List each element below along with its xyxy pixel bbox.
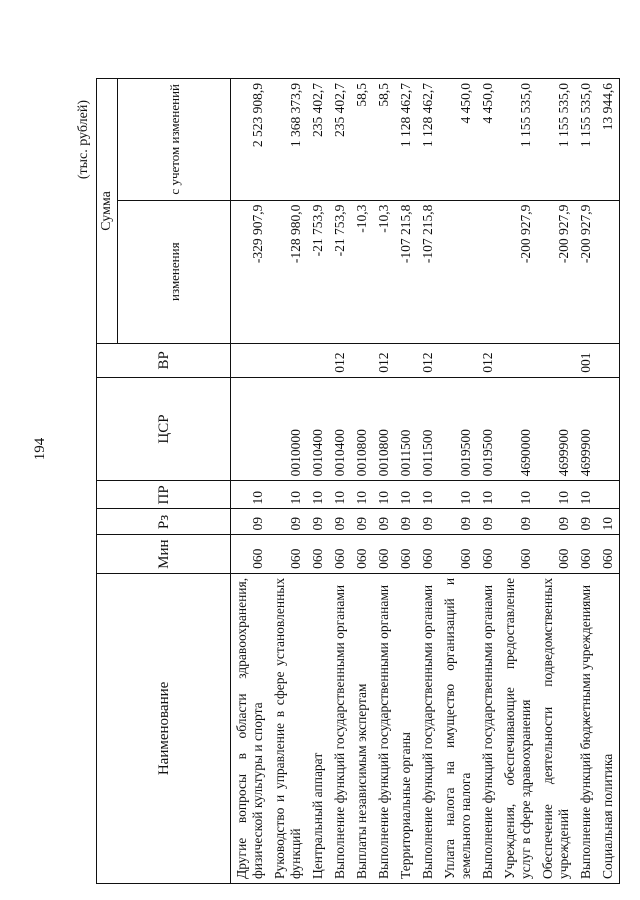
row-total: 2 523 908,9 [231, 79, 270, 201]
row-rz: 09 [439, 509, 477, 535]
row-min: 060 [537, 535, 575, 573]
row-csr: 0019500 [477, 377, 499, 481]
row-rz: 09 [269, 509, 307, 535]
row-pr: 10 [373, 481, 395, 509]
row-change: -329 907,9 [231, 200, 270, 343]
row-rz: 09 [499, 509, 537, 535]
row-min: 060 [395, 535, 417, 573]
table-row [477, 79, 499, 884]
row-min: 060 [269, 535, 307, 573]
row-change: -10,3 [373, 200, 395, 343]
row-change: -200 927,9 [537, 200, 575, 343]
table-row [395, 79, 417, 884]
row-rz: 09 [477, 509, 499, 535]
row-vr [597, 343, 620, 377]
row-total: 1 128 462,7 [395, 79, 417, 201]
row-rz: 09 [373, 509, 395, 535]
row-change: -21 753,9 [329, 200, 351, 343]
row-min: 060 [597, 535, 620, 573]
row-csr: 4690000 [499, 377, 537, 481]
header-sum: Сумма [97, 79, 118, 344]
row-total: 1 155 535,0 [499, 79, 537, 201]
row-pr: 10 [417, 481, 439, 509]
row-rz: 09 [329, 509, 351, 535]
row-min: 060 [417, 535, 439, 573]
row-pr: 10 [329, 481, 351, 509]
row-min: 060 [351, 535, 373, 573]
row-total: 4 450,0 [477, 79, 499, 201]
row-pr: 10 [231, 481, 270, 509]
row-min: 060 [499, 535, 537, 573]
row-rz: 09 [351, 509, 373, 535]
row-total: 235 402,7 [329, 79, 351, 201]
row-change [477, 200, 499, 343]
row-change: -200 927,9 [499, 200, 537, 343]
row-pr: 10 [575, 481, 597, 509]
row-csr: 0010800 [351, 377, 373, 481]
row-name: Руководство и управление в сфере установленных функций [269, 573, 307, 883]
table-row [417, 79, 439, 884]
row-change: -21 753,9 [307, 200, 329, 343]
row-rz: 09 [231, 509, 270, 535]
row-min: 060 [439, 535, 477, 573]
row-min: 060 [477, 535, 499, 573]
row-change [597, 200, 620, 343]
table-row [231, 79, 270, 884]
row-rz: 09 [537, 509, 575, 535]
budget-table [96, 78, 620, 884]
row-csr: 0010400 [329, 377, 351, 481]
row-vr [269, 343, 307, 377]
row-name: Обеспечение деятельности подведомственных учреждений [537, 573, 575, 883]
header-csr: ЦСР [97, 377, 231, 481]
row-rz: 09 [395, 509, 417, 535]
table-row [597, 79, 620, 884]
row-name: Учреждения, обеспечивающие предоставление услуг в сфере здравоохранения [499, 573, 537, 883]
row-rz: 10 [597, 509, 620, 535]
row-total: 1 128 462,7 [417, 79, 439, 201]
header-min: Мин [97, 535, 231, 573]
table-row [439, 79, 477, 884]
row-change: -10,3 [351, 200, 373, 343]
row-vr [439, 343, 477, 377]
row-csr: 0010400 [307, 377, 329, 481]
table-row [269, 79, 307, 884]
row-total: 1 155 535,0 [537, 79, 575, 201]
row-min: 060 [373, 535, 395, 573]
row-rz: 09 [575, 509, 597, 535]
row-pr: 10 [395, 481, 417, 509]
table-row [329, 79, 351, 884]
row-name: Выплаты независимым экспертам [351, 573, 373, 883]
row-csr: 0011500 [395, 377, 417, 481]
row-change: -107 215,8 [417, 200, 439, 343]
row-pr: 10 [499, 481, 537, 509]
row-name: Социальная политика [597, 573, 620, 883]
table-row [351, 79, 373, 884]
row-total: 13 944,6 [597, 79, 620, 201]
page-number: 194 [32, 437, 48, 461]
row-csr: 0010000 [269, 377, 307, 481]
table-row [499, 79, 537, 884]
row-csr: 0011500 [417, 377, 439, 481]
row-vr: 001 [575, 343, 597, 377]
row-total: 235 402,7 [307, 79, 329, 201]
row-pr: 10 [439, 481, 477, 509]
row-pr: 10 [537, 481, 575, 509]
row-total: 4 450,0 [439, 79, 477, 201]
row-change: -200 927,9 [575, 200, 597, 343]
row-name: Территориальные органы [395, 573, 417, 883]
row-rz: 09 [307, 509, 329, 535]
row-total: 1 368 373,9 [269, 79, 307, 201]
row-total: 58,5 [373, 79, 395, 201]
row-name: Уплата налога на имущество организаций и земельного налога [439, 573, 477, 883]
row-csr [597, 377, 620, 481]
row-name: Другие вопросы в области здравоохранения, физической культуры и спорта [231, 573, 270, 883]
header-pr: ПР [97, 481, 231, 509]
header-name: Наименование [97, 573, 231, 883]
header-changes: изменения [118, 200, 231, 343]
row-min: 060 [575, 535, 597, 573]
table-row [537, 79, 575, 884]
row-vr [537, 343, 575, 377]
table-row [575, 79, 597, 884]
row-csr [231, 377, 270, 481]
row-csr: 4699900 [575, 377, 597, 481]
row-min: 060 [231, 535, 270, 573]
row-name: Выполнение функций государственными органами [329, 573, 351, 883]
row-csr: 0019500 [439, 377, 477, 481]
row-min: 060 [307, 535, 329, 573]
row-vr: 012 [329, 343, 351, 377]
row-name: Выполнение функций государственными органами [417, 573, 439, 883]
row-csr: 0010800 [373, 377, 395, 481]
row-vr: 012 [477, 343, 499, 377]
row-vr: 012 [373, 343, 395, 377]
header-rz: Рз [97, 509, 231, 535]
row-vr [351, 343, 373, 377]
row-name: Центральный аппарат [307, 573, 329, 883]
table-row [307, 79, 329, 884]
row-rz: 09 [417, 509, 439, 535]
units-label: (тыс. рублей) [76, 100, 91, 180]
row-pr: 10 [351, 481, 373, 509]
row-name: Выполнение функций государственными органами [373, 573, 395, 883]
row-pr: 10 [269, 481, 307, 509]
row-total: 58,5 [351, 79, 373, 201]
row-pr [597, 481, 620, 509]
header-with-changes: с учетом изменений [118, 79, 231, 201]
header-vr: ВР [97, 343, 231, 377]
row-change [439, 200, 477, 343]
row-total: 1 155 535,0 [575, 79, 597, 201]
row-csr: 4699900 [537, 377, 575, 481]
row-change: -107 215,8 [395, 200, 417, 343]
row-min: 060 [329, 535, 351, 573]
row-vr [395, 343, 417, 377]
row-pr: 10 [477, 481, 499, 509]
row-name: Выполнение функций бюджетными учреждениями [575, 573, 597, 883]
row-name: Выполнение функций государственными органами [477, 573, 499, 883]
row-vr [499, 343, 537, 377]
row-vr [307, 343, 329, 377]
row-vr: 012 [417, 343, 439, 377]
row-vr [231, 343, 270, 377]
table-row [373, 79, 395, 884]
row-pr: 10 [307, 481, 329, 509]
table-body [231, 79, 620, 884]
row-change: -128 980,0 [269, 200, 307, 343]
